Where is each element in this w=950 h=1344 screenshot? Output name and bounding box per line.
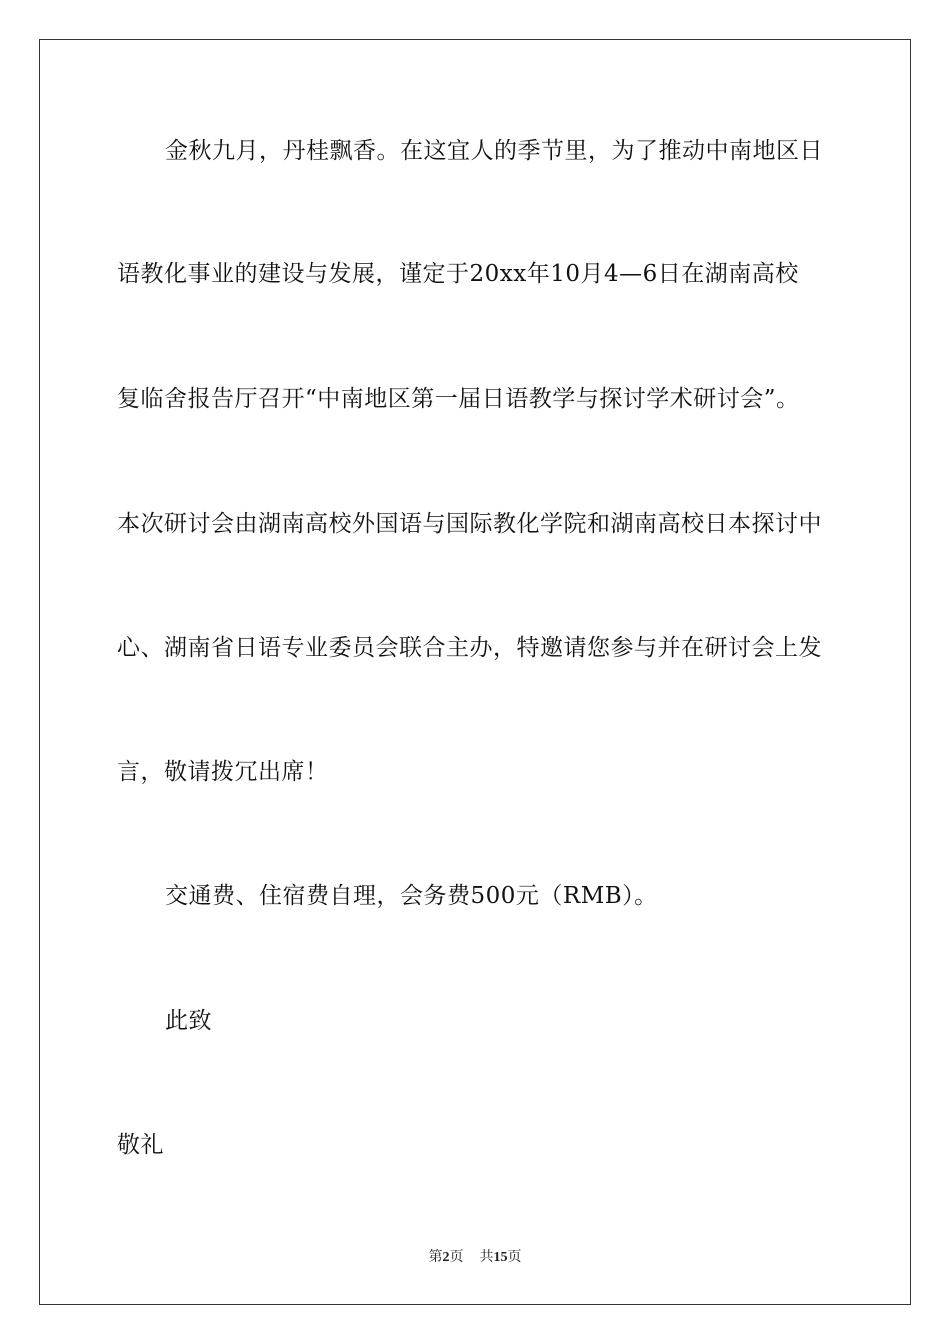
paragraph-line: 语教化事业的建设与发展，谨定于20xx年10月4—6日在湖南高校 [117, 261, 799, 287]
paragraph-line: 金秋九月，丹桂飘香。在这宜人的季节里，为了推动中南地区日 [165, 138, 823, 164]
closing-regards: 敬礼 [117, 1132, 164, 1158]
paragraph-line: 言，敬请拨冗出席！ [117, 759, 329, 785]
total-pages: 15 [493, 1250, 508, 1265]
page-prefix: 第 [428, 1249, 443, 1265]
fee-line: 交通费、住宿费自理，会务费500元（RMB）。 [165, 883, 658, 909]
page-footer [0, 1248, 950, 1267]
total-prefix: 共 [479, 1249, 494, 1265]
total-suffix: 页 [507, 1249, 522, 1265]
page-number: 2 [442, 1250, 450, 1265]
paragraph-line: 心、湖南省日语专业委员会联合主办，特邀请您参与并在研讨会上发 [117, 635, 822, 661]
paragraph-line: 复临舍报告厅召开“中南地区第一届日语教学与探讨学术研讨会”。 [117, 386, 800, 412]
paragraph-line: 本次研讨会由湖南高校外国语与国际教化学院和湖南高校日本探讨中 [117, 511, 822, 537]
page-frame [39, 39, 911, 1305]
page-suffix: 页 [449, 1249, 464, 1265]
closing-salutation: 此致 [165, 1008, 212, 1034]
